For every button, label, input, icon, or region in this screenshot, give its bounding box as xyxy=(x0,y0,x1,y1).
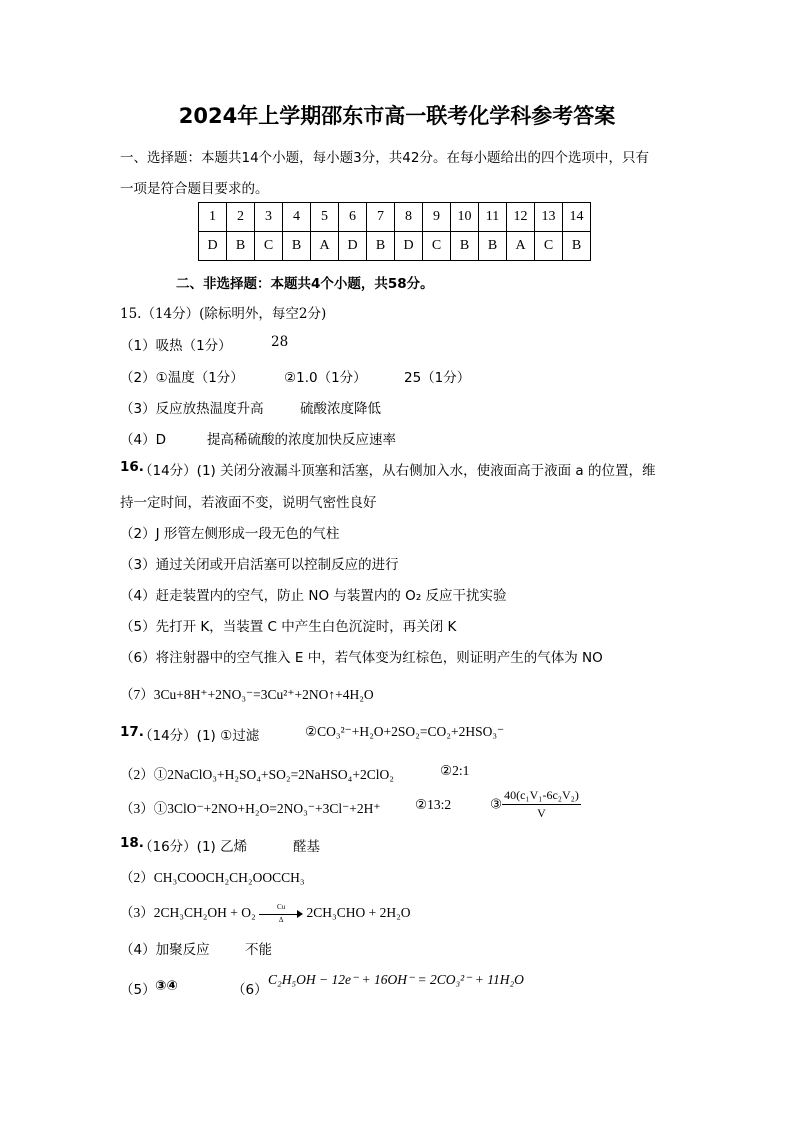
q15-part1a: （1）吸热（1分） xyxy=(120,338,232,354)
q18-part3-products: 2CH₃CHO + 2H₂O xyxy=(306,905,411,920)
answer-table-number-cell: 12 xyxy=(507,203,535,232)
answer-table-number-cell: 10 xyxy=(451,203,479,232)
q17-part3b: ②13:2 xyxy=(415,797,452,812)
answer-table-answer-cell: C xyxy=(535,232,563,261)
q18-number: 18. xyxy=(120,835,144,851)
answer-table-number-cell: 14 xyxy=(563,203,591,232)
q16-part1-cont: 持一定时间，若液面不变，说明气密性良好 xyxy=(120,495,377,511)
q15-part1b: 28 xyxy=(271,334,289,350)
arrow-condition: Δ xyxy=(278,915,284,924)
q18-part5b: ③④ xyxy=(155,978,178,994)
q15-part2b: ②1.0（1分） xyxy=(284,370,367,386)
reaction-arrow-icon xyxy=(259,902,303,924)
page-title: 2024年上学期邵东市高一联考化学科参考答案 xyxy=(178,104,616,128)
answer-table-number-cell: 9 xyxy=(423,203,451,232)
q16-part2: （2）J 形管左侧形成一段无色的气柱 xyxy=(120,526,340,542)
answer-table-answer-cell: B xyxy=(479,232,507,261)
q17-fraction-numerator: 40(c₁V₁-6c₂V₂) xyxy=(502,788,581,805)
q17-fraction-denominator: V xyxy=(537,806,546,820)
answer-table-answer-cell: C xyxy=(255,232,283,261)
q18-part4b: 不能 xyxy=(245,942,272,958)
q16-part7: （7）3Cu+8H⁺+2NO₃⁻=3Cu²⁺+2NO↑+4H₂O xyxy=(120,687,374,702)
q18-part2: （2）CH₃COOCH₂CH₂OOCCH₃ xyxy=(120,870,305,885)
q17-number: 17. xyxy=(120,724,144,740)
q18-part6b: C₂H₅OH − 12e⁻ + 16OH⁻ = 2CO₃²⁻ + 11H₂O xyxy=(268,972,524,987)
q17-part3c xyxy=(490,788,581,821)
answer-table-answer-cell: D xyxy=(339,232,367,261)
answer-table xyxy=(198,202,591,261)
q16-number: 16. xyxy=(120,459,144,475)
q17-part3c-prefix: ③ xyxy=(490,796,503,812)
q15-part4a: （4）D xyxy=(120,432,166,448)
q18-part5a: （5） xyxy=(120,982,156,998)
q18-part4a: （4）加聚反应 xyxy=(120,942,210,958)
section1-line1: 一、选择题：本题共14个小题，每小题3分，共42分。在每小题给出的四个选项中，只有 xyxy=(120,150,649,166)
answer-table-answer-cell: D xyxy=(395,232,423,261)
q16-part1: （14分）(1) 关闭分液漏斗顶塞和活塞，从右侧加入水，使液面高于液面 a 的位置，维 xyxy=(139,463,656,479)
arrow-catalyst: Cu xyxy=(277,902,286,911)
section2-heading: 二、非选择题：本题共4个小题，共58分。 xyxy=(176,276,434,292)
answer-table-answer-cell: B xyxy=(563,232,591,261)
answer-table-answer-cell: A xyxy=(311,232,339,261)
answer-table-number-cell: 5 xyxy=(311,203,339,232)
answer-table-number-row xyxy=(199,203,591,232)
answer-table-answer-cell: D xyxy=(199,232,227,261)
q16-part5: （5）先打开 K，当装置 C 中产生白色沉淀时，再关闭 K xyxy=(120,619,457,635)
q15-part2a: （2）①温度（1分） xyxy=(120,370,244,386)
section1-line2: 一项是符合题目要求的。 xyxy=(120,181,269,197)
q18-part1b: 醛基 xyxy=(293,839,320,855)
answer-table-number-cell: 1 xyxy=(199,203,227,232)
answer-table-answer-cell: C xyxy=(423,232,451,261)
q16-part6: （6）将注射器中的空气推入 E 中，若气体变为红棕色，则证明产生的气体为 NO xyxy=(120,650,603,666)
q15-part3a: （3）反应放热温度升高 xyxy=(120,401,264,417)
answer-table-number-cell: 11 xyxy=(479,203,507,232)
answer-table-number-cell: 4 xyxy=(283,203,311,232)
q18-part3 xyxy=(120,901,411,924)
answer-table-number-cell: 13 xyxy=(535,203,563,232)
q18-part3-reactants: （3）2CH₃CH₂OH + O₂ xyxy=(120,905,256,920)
q17-part2b: ②2:1 xyxy=(440,763,470,778)
q16-part4: （4）赶走装置内的空气，防止 NO 与装置内的 O₂ 反应干扰实验 xyxy=(120,588,507,604)
q15-part2c: 25（1分） xyxy=(404,370,471,386)
answer-table-number-cell: 6 xyxy=(339,203,367,232)
answer-table-answer-cell: B xyxy=(227,232,255,261)
answer-table-answer-cell: B xyxy=(451,232,479,261)
q15-header: 15.（14分）(除标明外，每空2分) xyxy=(120,306,327,322)
q17-fraction xyxy=(502,788,581,821)
answer-table-number-cell: 2 xyxy=(227,203,255,232)
q15-part3b: 硫酸浓度降低 xyxy=(300,401,381,417)
q18-part6a: （6） xyxy=(232,982,268,998)
q17-part2a: （2）①2NaClO₃+H₂SO₄+SO₂=2NaHSO₄+2ClO₂ xyxy=(120,767,394,782)
answer-table-answer-cell: B xyxy=(283,232,311,261)
q18-part1a: （16分）(1) 乙烯 xyxy=(139,839,248,855)
answer-table-answer-cell: B xyxy=(367,232,395,261)
q17-part3a: （3）①3ClO⁻+2NO+H₂O=2NO₃⁻+3Cl⁻+2H⁺ xyxy=(120,801,381,816)
q16-part3: （3）通过关闭或开启活塞可以控制反应的进行 xyxy=(120,557,399,573)
q17-part1b: ②CO₃²⁻+H₂O+2SO₂=CO₂+2HSO₃⁻ xyxy=(305,724,505,739)
answer-table-number-cell: 3 xyxy=(255,203,283,232)
answer-table-number-cell: 8 xyxy=(395,203,423,232)
q17-part1a: （14分）(1) ①过滤 xyxy=(139,728,260,744)
answer-table-answer-cell: A xyxy=(507,232,535,261)
answer-table-number-cell: 7 xyxy=(367,203,395,232)
answer-table-answer-row xyxy=(199,232,591,261)
q15-part4b: 提高稀硫酸的浓度加快反应速率 xyxy=(207,432,396,448)
